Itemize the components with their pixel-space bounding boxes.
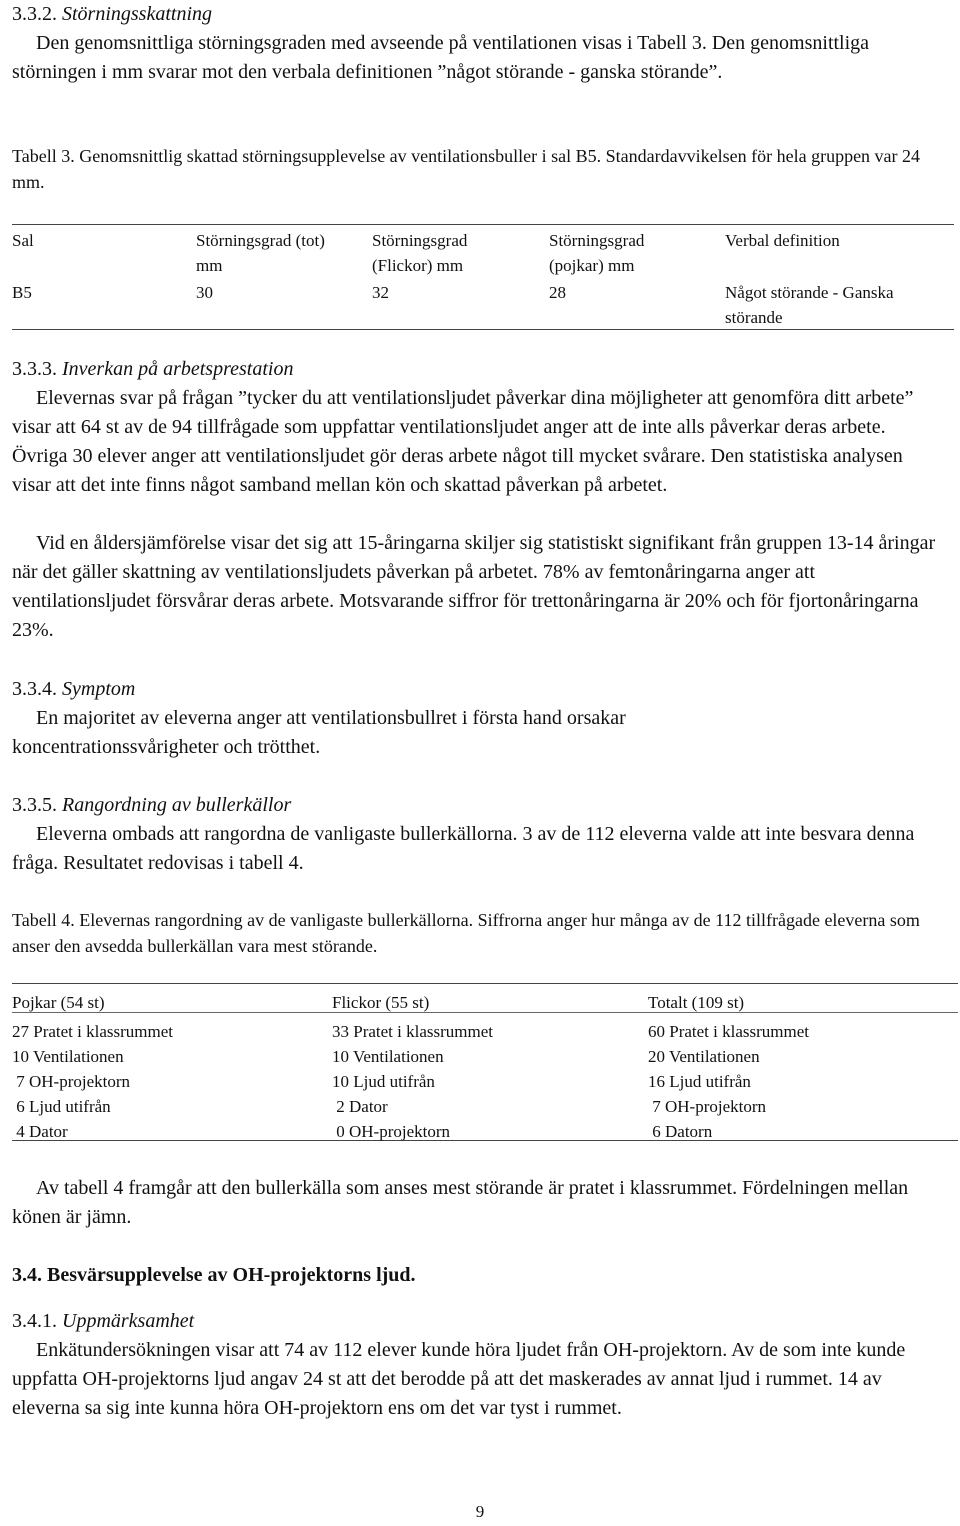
table-cell: 6 Ljud utifrån	[12, 1097, 111, 1116]
cell-sal: B5	[12, 283, 32, 302]
table-cell: 27 Pratet i klassrummet	[12, 1022, 174, 1041]
table-cell: 4 Dator	[12, 1122, 68, 1141]
section-title: Besvärsupplevelse av OH-projektorns ljud.	[47, 1264, 416, 1286]
cell-tot: 30	[196, 283, 213, 302]
table-header-row	[12, 984, 958, 1012]
section-number: 3.3.4.	[12, 678, 57, 700]
table-header-row	[12, 225, 954, 277]
section-heading-3-3-4	[12, 675, 135, 704]
section-3-3-4-body: En majoritet av eleverna anger att ventilationsbullret i första hand orsakar koncentrationssvårigheter och trötthet.	[12, 707, 626, 758]
section-3-3-3-para-1: Elevernas svar på frågan ”tycker du att ventilationsljudet påverkar dina möjligheter att genomföra ditt arbete” visar att 64 st av de 94 tillfrågade som uppfattar ventilationsljudet anger att de inte alls påverkar deras arbete. Övriga 30 elever anger att ventilationsljudet gör deras arbete något till mycket svårare. Den statistiska analysen visar att det inte finns något samband mellan kön och skattad påverkan på arbetet.	[12, 387, 914, 496]
header-sal: Sal	[12, 231, 34, 250]
section-3-3-2-body: Den genomsnittliga störningsgraden med avseende på ventilationen visas i Tabell 3. Den genomsnittliga störningen i mm svarar mot den verbala definitionen ”något störande - ganska störande”.	[12, 32, 870, 83]
table-body	[12, 1013, 958, 1140]
table-cell: 16 Ljud utifrån	[648, 1072, 751, 1091]
table-cell: 6 Datorn	[648, 1122, 713, 1141]
table-cell: 10 Ventilationen	[12, 1047, 124, 1066]
page-number: 9	[475, 1502, 485, 1521]
section-title: Inverkan på arbetsprestation	[62, 358, 294, 380]
section-title: Symptom	[62, 678, 136, 700]
table-cell: 2 Dator	[332, 1097, 388, 1116]
section-3-4-1-body: Enkätundersökningen visar att 74 av 112 elever kunde höra ljudet från OH-projektorn. Av de som inte kunde uppfatta OH-projektorns ljud angav 24 st att det berodde på att det maskerades av annat ljud i rummet. 14 av eleverna sa sig inte kunna höra OH-projektorn ens om det var tyst i rummet.	[12, 1339, 906, 1419]
header-pojkar: Pojkar (54 st)	[12, 993, 105, 1012]
section-number: 3.3.3.	[12, 358, 57, 380]
cell-pojkar: 28	[549, 283, 566, 302]
section-number: 3.3.5.	[12, 794, 57, 816]
table-cell: 20 Ventilationen	[648, 1047, 760, 1066]
section-number: 3.4.1.	[12, 1310, 57, 1332]
table-cell: 33 Pratet i klassrummet	[332, 1022, 494, 1041]
section-heading-3-3-5	[12, 791, 291, 820]
section-heading-3-4	[12, 1261, 416, 1290]
header-verbal: Verbal definition	[725, 231, 840, 250]
cell-flickor: 32	[372, 283, 389, 302]
table-cell: 0 OH-projektorn	[332, 1122, 451, 1141]
header-tot: Störningsgrad (tot) mm	[196, 231, 325, 275]
section-title: Uppmärksamhet	[62, 1310, 195, 1332]
header-flickor: Störningsgrad (Flickor) mm	[372, 231, 468, 275]
table-4-caption: Tabell 4. Elevernas rangordning av de vanligaste bullerkällorna. Siffrorna anger hur många av de 112 tillfrågade eleverna som anser den avsedda bullerkällan vara mest störande.	[12, 910, 920, 956]
header-pojkar: Störningsgrad (pojkar) mm	[549, 231, 645, 275]
table-3-caption: Tabell 3. Genomsnittlig skattad störningsupplevelse av ventilationsbuller i sal B5. Standardavvikelsen för hela gruppen var 24 mm.	[12, 146, 921, 192]
cell-verbal: Något störande - Ganska störande	[725, 283, 894, 327]
section-title: Störningsskattning	[62, 3, 213, 25]
section-heading-3-3-2	[12, 0, 212, 29]
table-row	[12, 277, 954, 329]
table-cell: 7 OH-projektorn	[648, 1097, 767, 1116]
table-cell: 60 Pratet i klassrummet	[648, 1022, 810, 1041]
table-cell: 10 Ventilationen	[332, 1047, 444, 1066]
table-3	[12, 224, 954, 330]
table-4	[12, 983, 958, 1141]
table-4-summary: Av tabell 4 framgår att den bullerkälla som anses mest störande är pratet i klassrummet. Fördelningen mellan könen är jämn.	[12, 1177, 909, 1228]
section-number: 3.4.	[12, 1264, 42, 1286]
section-heading-3-4-1	[12, 1307, 194, 1336]
section-heading-3-3-3	[12, 355, 293, 384]
section-3-3-3-para-2: Vid en åldersjämförelse visar det sig att 15-åringarna skiljer sig statistiskt signifikant från gruppen 13-14 åringar när det gäller skattning av ventilationsljudets påverkan på arbetet. 78% av femtonåringarna anger att ventilationsljudet försvårar deras arbete. Motsvarande siffror för trettonåringarna är 20% och för fjortonåringarna 23%.	[12, 532, 936, 641]
section-number: 3.3.2.	[12, 3, 57, 25]
header-totalt: Totalt (109 st)	[648, 993, 745, 1012]
table-cell: 10 Ljud utifrån	[332, 1072, 435, 1091]
section-3-3-5-body: Eleverna ombads att rangordna de vanligaste bullerkällorna. 3 av de 112 eleverna valde att inte besvara denna fråga. Resultatet redovisas i tabell 4.	[12, 823, 915, 874]
table-rule	[12, 1140, 958, 1141]
section-title: Rangordning av bullerkällor	[62, 794, 292, 816]
table-cell: 7 OH-projektorn	[12, 1072, 131, 1091]
header-flickor: Flickor (55 st)	[332, 993, 430, 1012]
